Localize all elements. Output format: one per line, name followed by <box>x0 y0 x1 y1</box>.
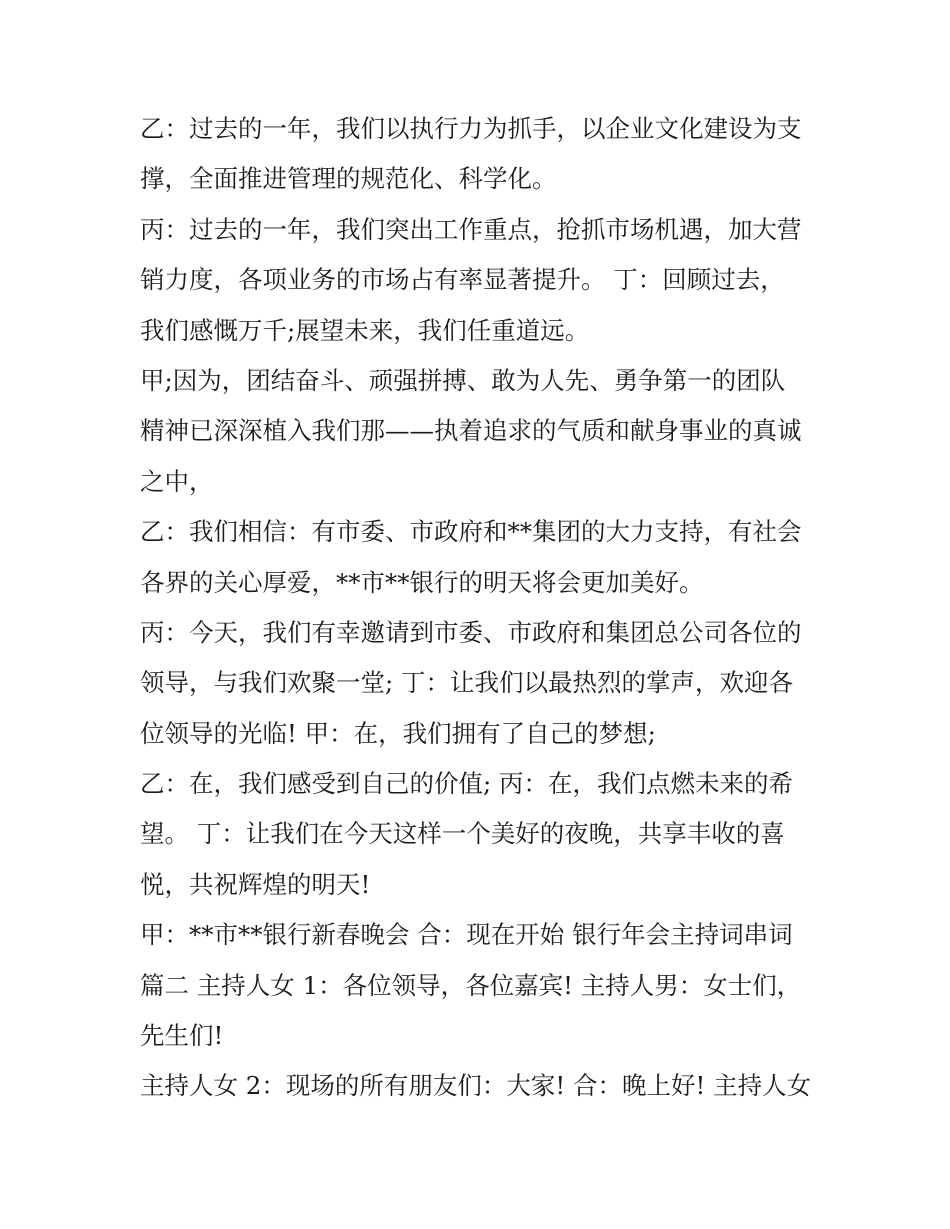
paragraph-2 <box>140 205 812 356</box>
paragraph-8 <box>140 1061 812 1111</box>
text-line: 主持人女 2：现场的所有朋友们：大家! 合：晚上好! 主持人女 <box>140 1071 812 1101</box>
text-line: 悦，共祝辉煌的明天! <box>140 869 371 899</box>
text-line: 各界的关心厚爱，**市**银行的明天将会更加美好。 <box>140 567 704 597</box>
document-body <box>140 104 812 1112</box>
paragraph-5 <box>140 608 812 759</box>
text-line: 乙：我们相信：有市委、市政府和**集团的大力支持，有社会 <box>140 517 802 547</box>
text-line: 我们感慨万千;展望未来，我们任重道远。 <box>140 315 590 345</box>
text-line: 销力度，各项业务的市场占有率显著提升。 丁：回顾过去， <box>140 265 785 295</box>
paragraph-3 <box>140 356 812 507</box>
text-line: 望。 丁：让我们在今天这样一个美好的夜晚，共享丰收的喜 <box>140 819 785 849</box>
text-line: 甲;因为，团结奋斗、顽强拼搏、敢为人先、勇争第一的团队 <box>140 365 786 395</box>
text-line: 甲：**市**银行新春晚会 合：现在开始 银行年会主持词串词 <box>140 920 793 950</box>
text-line: 之中， <box>140 466 214 496</box>
paragraph-6 <box>140 759 812 910</box>
paragraph-7 <box>140 910 812 1061</box>
text-line: 先生们! <box>140 1021 224 1051</box>
text-line: 篇二 主持人女 1：各位领导，各位嘉宾! 主持人男：女士们， <box>140 970 802 1000</box>
paragraph-1 <box>140 104 812 205</box>
text-line: 丙：今天，我们有幸邀请到市委、市政府和集团总公司各位的 <box>140 617 802 647</box>
text-line: 乙：在，我们感受到自己的价值; 丙：在，我们点燃未来的希 <box>140 769 794 799</box>
text-line: 乙：过去的一年，我们以执行力为抓手，以企业文化建设为支 <box>140 114 802 143</box>
text-line: 撑，全面推进管理的规范化、科学化。 <box>140 164 557 194</box>
text-line: 领导，与我们欢聚一堂; 丁：让我们以最热烈的掌声，欢迎各 <box>140 668 794 698</box>
text-line: 丙：过去的一年，我们突出工作重点，抢抓市场机遇，加大营 <box>140 214 802 244</box>
text-line: 位领导的光临! 甲：在，我们拥有了自己的梦想; <box>140 718 656 748</box>
paragraph-4 <box>140 507 812 608</box>
text-line: 精神已深深植入我们那——执着追求的气质和献身事业的真诚 <box>140 416 802 446</box>
